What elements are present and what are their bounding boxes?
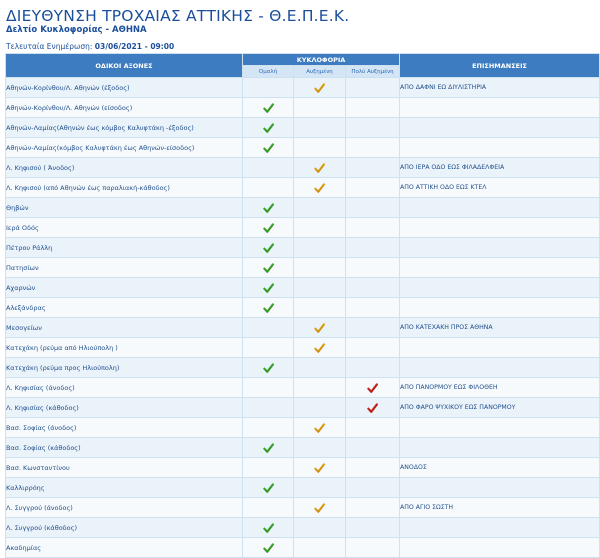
note-cell [400, 438, 600, 458]
check-icon [263, 103, 274, 114]
subheader-increased: Αυξημένη [294, 66, 346, 78]
header-roads: ΟΔΙΚΟΙ ΑΞΟΝΕΣ [6, 54, 243, 78]
status-normal-cell [243, 358, 294, 378]
status-normal-cell [243, 118, 294, 138]
traffic-table [5, 53, 600, 558]
note-cell [400, 358, 600, 378]
check-icon [263, 203, 274, 214]
road-name: Θηβών [6, 198, 243, 218]
road-name: Λ. Κηφισού (από Αθηνών έως παραλιακή-κάθοδος) [6, 178, 243, 198]
road-name: Πέτρου Ράλλη [6, 238, 243, 258]
status-very-increased-cell [346, 418, 400, 438]
status-increased-cell [294, 518, 346, 538]
check-icon [314, 503, 325, 514]
header-traffic: ΚΥΚΛΟΦΟΡΙΑ [243, 54, 400, 66]
status-normal-cell [243, 258, 294, 278]
status-normal-cell [243, 238, 294, 258]
status-normal-cell [243, 278, 294, 298]
check-icon [263, 263, 274, 274]
table-row [6, 138, 600, 158]
status-increased-cell [294, 338, 346, 358]
status-normal-cell [243, 518, 294, 538]
status-increased-cell [294, 538, 346, 558]
status-normal-cell [243, 218, 294, 238]
status-very-increased-cell [346, 118, 400, 138]
road-name: Βασ. Σοφίας (κάθοδος) [6, 438, 243, 458]
note-cell [400, 298, 600, 318]
table-row [6, 198, 600, 218]
status-very-increased-cell [346, 98, 400, 118]
check-icon [263, 123, 274, 134]
check-icon [263, 283, 274, 294]
status-increased-cell [294, 378, 346, 398]
check-icon [263, 303, 274, 314]
road-name: Κατεχάκη (ρεύμα προς Ηλιούπολη) [6, 358, 243, 378]
table-row [6, 238, 600, 258]
road-name: Ιερά Οδός [6, 218, 243, 238]
check-icon [367, 383, 378, 394]
subheader-normal: Ομαλή [243, 66, 294, 78]
note-cell [400, 278, 600, 298]
road-name: Αθηνών-Λαμίας(κόμβος Καλυφτάκη έως Αθηνών-είσοδος) [6, 138, 243, 158]
status-increased-cell [294, 158, 346, 178]
road-name: Αθηνών-Κορίνθου/Λ. Αθηνών (είσοδος) [6, 98, 243, 118]
status-increased-cell [294, 138, 346, 158]
table-row [6, 318, 600, 338]
table-row [6, 278, 600, 298]
check-icon [263, 223, 274, 234]
status-very-increased-cell [346, 498, 400, 518]
road-name: Καλλιρρόης [6, 478, 243, 498]
table-header [6, 54, 600, 78]
status-normal-cell [243, 438, 294, 458]
status-very-increased-cell [346, 238, 400, 258]
table-row [6, 538, 600, 558]
status-increased-cell [294, 98, 346, 118]
status-normal-cell [243, 338, 294, 358]
road-name: Πατησίων [6, 258, 243, 278]
status-increased-cell [294, 218, 346, 238]
check-icon [314, 463, 325, 474]
status-very-increased-cell [346, 218, 400, 238]
note-cell [400, 138, 600, 158]
note-cell: ΑΠΟ ΦΑΡΟ ΨΥΧΙΚΟΥ ΕΩΣ ΠΑΝΟΡΜΟΥ [400, 398, 600, 418]
page-header [0, 0, 600, 50]
status-very-increased-cell [346, 318, 400, 338]
status-very-increased-cell [346, 258, 400, 278]
status-very-increased-cell [346, 458, 400, 478]
status-normal-cell [243, 298, 294, 318]
road-name: Βασ. Σοφίας (άνοδος) [6, 418, 243, 438]
status-very-increased-cell [346, 478, 400, 498]
status-normal-cell [243, 318, 294, 338]
note-cell: ΑΠΟ ΔΑΦΝΙ ΕΩ ΔΙΥΛΙΣΤΗΡΙΑ [400, 78, 600, 98]
status-increased-cell [294, 438, 346, 458]
table-row [6, 398, 600, 418]
status-very-increased-cell [346, 138, 400, 158]
status-very-increased-cell [346, 538, 400, 558]
road-name: Ακαδημίας [6, 538, 243, 558]
status-very-increased-cell [346, 438, 400, 458]
note-cell [400, 238, 600, 258]
road-name: Βασ. Κωνσταντίνου [6, 458, 243, 478]
note-cell: ΑΝΟΔΟΣ [400, 458, 600, 478]
status-increased-cell [294, 118, 346, 138]
table-row [6, 338, 600, 358]
status-normal-cell [243, 138, 294, 158]
status-normal-cell [243, 458, 294, 478]
check-icon [314, 323, 325, 334]
road-name: Αλεξάνδρας [6, 298, 243, 318]
check-icon [314, 83, 325, 94]
table-row [6, 438, 600, 458]
status-increased-cell [294, 458, 346, 478]
status-very-increased-cell [346, 278, 400, 298]
road-name: Λ. Κηφισίας (άνοδος) [6, 378, 243, 398]
note-cell: ΑΠΟ ΑΤΤΙΚΗ ΟΔΟ ΕΩΣ ΚΤΕΛ [400, 178, 600, 198]
check-icon [263, 363, 274, 374]
note-cell [400, 218, 600, 238]
status-very-increased-cell [346, 378, 400, 398]
check-icon [314, 163, 325, 174]
road-name: Κατεχάκη (ρεύμα από Ηλιούπολη ) [6, 338, 243, 358]
note-cell [400, 518, 600, 538]
status-normal-cell [243, 178, 294, 198]
status-increased-cell [294, 238, 346, 258]
last-update-value: 03/06/2021 - 09:00 [94, 42, 175, 51]
table-row [6, 298, 600, 318]
table-row [6, 78, 600, 98]
check-icon [263, 243, 274, 254]
note-cell [400, 338, 600, 358]
status-increased-cell [294, 178, 346, 198]
status-normal-cell [243, 198, 294, 218]
check-icon [263, 543, 274, 554]
status-very-increased-cell [346, 398, 400, 418]
table-row [6, 218, 600, 238]
table-body [6, 78, 600, 558]
table-row [6, 518, 600, 538]
table-row [6, 418, 600, 438]
status-increased-cell [294, 278, 346, 298]
status-increased-cell [294, 78, 346, 98]
table-row [6, 478, 600, 498]
road-name: Αθηνών-Λαμίας(Αθηνών έως κόμβος Καλυφτάκη -έξοδος) [6, 118, 243, 138]
check-icon [314, 423, 325, 434]
status-normal-cell [243, 158, 294, 178]
note-cell: ΑΠΟ ΑΓΙΟ ΣΩΣΤΗ [400, 498, 600, 518]
last-update [6, 42, 174, 51]
road-name: Μεσογείων [6, 318, 243, 338]
page-title: ΔΙΕΥΘΥΝΣΗ ΤΡΟΧΑΙΑΣ ΑΤΤΙΚΗΣ - Θ.Ε.Π.Ε.Κ. [6, 7, 350, 25]
status-very-increased-cell [346, 78, 400, 98]
note-cell [400, 258, 600, 278]
status-increased-cell [294, 418, 346, 438]
status-normal-cell [243, 538, 294, 558]
status-very-increased-cell [346, 158, 400, 178]
check-icon [314, 183, 325, 194]
subheader-very-increased: Πολύ Αυξημένη [346, 66, 400, 78]
status-normal-cell [243, 378, 294, 398]
road-name: Λ. Κηφισίας (κάθοδος) [6, 398, 243, 418]
table-row [6, 498, 600, 518]
status-increased-cell [294, 358, 346, 378]
status-normal-cell [243, 78, 294, 98]
status-normal-cell [243, 478, 294, 498]
note-cell [400, 478, 600, 498]
status-normal-cell [243, 418, 294, 438]
check-icon [263, 483, 274, 494]
note-cell [400, 418, 600, 438]
status-very-increased-cell [346, 518, 400, 538]
note-cell: ΑΠΟ ΚΑΤΕΧΑΚΗ ΠΡΟΣ ΑΘΗΝΑ [400, 318, 600, 338]
road-name: Λ. Κηφισού ( Άνοδος) [6, 158, 243, 178]
road-name: Λ. Συγγρού (κάθοδος) [6, 518, 243, 538]
table-row [6, 178, 600, 198]
note-cell: ΑΠΟ ΙΕΡΑ ΟΔΟ ΕΩΣ ΦΙΛΑΔΕΛΦΕΙΑ [400, 158, 600, 178]
table-row [6, 118, 600, 138]
status-very-increased-cell [346, 358, 400, 378]
check-icon [263, 143, 274, 154]
last-update-label: Τελευταία Ενημέρωση: [6, 42, 93, 51]
status-increased-cell [294, 198, 346, 218]
status-increased-cell [294, 478, 346, 498]
status-very-increased-cell [346, 178, 400, 198]
table-row [6, 158, 600, 178]
note-cell [400, 118, 600, 138]
status-normal-cell [243, 98, 294, 118]
header-notes: ΕΠΙΣΗΜΑΝΣΕΙΣ [400, 54, 600, 78]
check-icon [263, 523, 274, 534]
status-very-increased-cell [346, 298, 400, 318]
status-normal-cell [243, 398, 294, 418]
note-cell [400, 98, 600, 118]
status-very-increased-cell [346, 198, 400, 218]
page-subtitle: Δελτίο Κυκλοφορίας - ΑΘΗΝΑ [6, 25, 147, 35]
note-cell: ΑΠΟ ΠΑΝΟΡΜΟΥ ΕΩΣ ΦΙΛΟΘΕΗ [400, 378, 600, 398]
table-row [6, 458, 600, 478]
road-name: Αχαρνών [6, 278, 243, 298]
table-row [6, 258, 600, 278]
road-name: Λ. Συγγρού (άνοδος) [6, 498, 243, 518]
status-very-increased-cell [346, 338, 400, 358]
check-icon [314, 343, 325, 354]
check-icon [263, 443, 274, 454]
status-increased-cell [294, 298, 346, 318]
status-increased-cell [294, 258, 346, 278]
status-increased-cell [294, 398, 346, 418]
table-row [6, 358, 600, 378]
table-row [6, 378, 600, 398]
note-cell [400, 198, 600, 218]
status-increased-cell [294, 318, 346, 338]
road-name: Αθηνών-Κορίνθου/Λ. Αθηνών (έξοδος) [6, 78, 243, 98]
status-increased-cell [294, 498, 346, 518]
status-normal-cell [243, 498, 294, 518]
note-cell [400, 538, 600, 558]
check-icon [367, 403, 378, 414]
table-row [6, 98, 600, 118]
